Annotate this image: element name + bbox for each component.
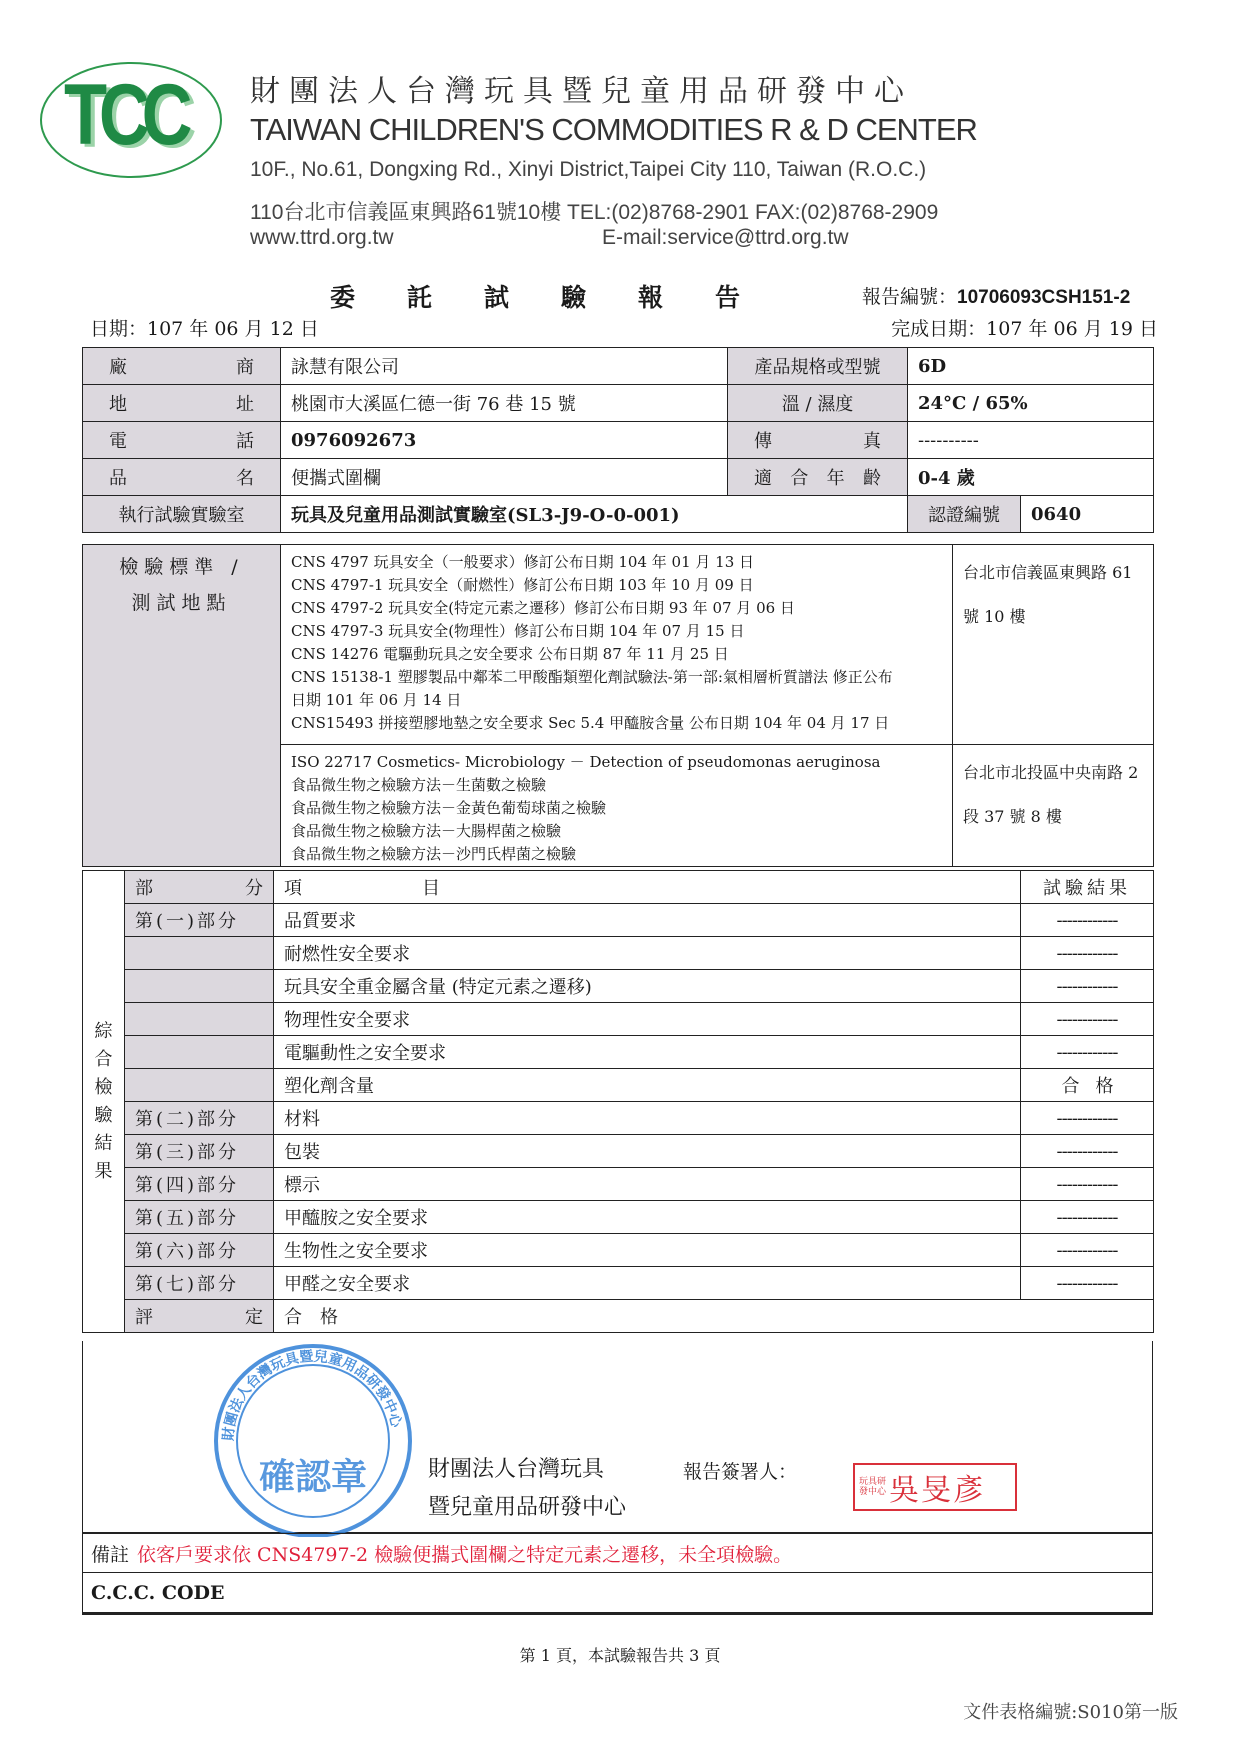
item-cell: 包裝 bbox=[274, 1135, 1021, 1168]
result-cell: ------------ bbox=[1021, 1168, 1154, 1201]
temp-humidity: 24°C / 65% bbox=[908, 385, 1154, 422]
part-cell: 第(六)部分 bbox=[125, 1234, 274, 1267]
confirmation-stamp bbox=[213, 1337, 413, 1537]
side-label-text: 綜合檢驗結果 bbox=[94, 1020, 113, 1182]
verdict-value: 合 格 bbox=[274, 1300, 1154, 1333]
address-en: 10F., No.61, Dongxing Rd., Xinyi District,Taipei City 110, Taiwan (R.O.C.) bbox=[250, 158, 927, 181]
standard-line: CNS 4797-2 玩具安全(特定元素之遷移）修訂公布日期 93 年 07 月 06 日 bbox=[291, 599, 795, 617]
location-line: 號 10 樓 bbox=[963, 607, 1026, 626]
address-label: 地址 bbox=[83, 385, 281, 422]
standard-line: CNS 15138-1 塑膠製品中鄰苯二甲酸酯類塑化劑試驗法-第一部:氣相層析質譜法 修正公布 bbox=[291, 668, 893, 686]
completion-date: 完成日期：107 年 06 月 19 日 bbox=[891, 318, 1158, 340]
standard-line: 日期 101 年 06 月 14 日 bbox=[291, 691, 462, 709]
standards-group-2 bbox=[281, 745, 953, 867]
cert-number: 0640 bbox=[1021, 496, 1154, 533]
result-cell: ------------ bbox=[1021, 1267, 1154, 1300]
part-cell bbox=[125, 970, 274, 1003]
standards-group-1 bbox=[281, 545, 953, 745]
org-line-1: 財團法人台灣玩具 bbox=[428, 1457, 605, 1482]
report-number-value: 10706093CSH151-2 bbox=[957, 287, 1131, 308]
cert-label: 認證編號 bbox=[908, 496, 1021, 533]
part-cell bbox=[125, 937, 274, 970]
report-title: 委託試驗報告 bbox=[330, 283, 793, 312]
item-cell: 品質要求 bbox=[274, 904, 1021, 937]
product-label: 品名 bbox=[83, 459, 281, 496]
phone-label: 電話 bbox=[83, 422, 281, 459]
seal-name: 吳旻彥 bbox=[889, 1473, 985, 1508]
item-cell: 玩具安全重金屬含量 (特定元素之遷移) bbox=[274, 970, 1021, 1003]
info-table bbox=[82, 347, 1154, 533]
col-item-text: 項目 bbox=[284, 878, 560, 899]
item-cell: 電驅動性之安全要求 bbox=[274, 1036, 1021, 1069]
page-number: 第 1 頁，本試驗報告共 3 頁 bbox=[519, 1646, 721, 1665]
address: 桃園市大溪區仁德一街 76 巷 15 號 bbox=[281, 385, 728, 422]
ccc-code: C.C.C. CODE bbox=[82, 1573, 1153, 1615]
result-cell: ------------ bbox=[1021, 1201, 1154, 1234]
website: www.ttrd.org.tw bbox=[250, 226, 394, 249]
vendor-label: 廠商 bbox=[83, 348, 281, 385]
product-name: 便攜式圍欄 bbox=[281, 459, 728, 496]
result-row bbox=[83, 904, 1154, 937]
part-cell: 第(一)部分 bbox=[125, 904, 274, 937]
standards-label bbox=[83, 545, 281, 867]
lab-name: 玩具及兒童用品測試實驗室(SL3-J9-O-0-001) bbox=[281, 496, 908, 533]
fax-label: 傳真 bbox=[728, 422, 908, 459]
item-cell: 材料 bbox=[274, 1102, 1021, 1135]
item-cell: 甲醯胺之安全要求 bbox=[274, 1201, 1021, 1234]
result-cell: ------------ bbox=[1021, 937, 1154, 970]
result-row bbox=[83, 970, 1154, 1003]
signer-label: 報告簽署人： bbox=[683, 1461, 798, 1483]
report-number bbox=[862, 282, 1130, 309]
age-label: 適合年齡 bbox=[728, 459, 908, 496]
result-row bbox=[83, 1102, 1154, 1135]
result-row bbox=[83, 1003, 1154, 1036]
result-cell: ------------ bbox=[1021, 904, 1154, 937]
fax: ---------- bbox=[908, 422, 1154, 459]
standard-line: 食品微生物之檢驗方法－金黃色葡萄球菌之檢驗 bbox=[291, 799, 607, 817]
result-cell: ------------ bbox=[1021, 1234, 1154, 1267]
signer-seal bbox=[853, 1463, 1017, 1511]
standard-line: CNS 14276 電驅動玩具之安全要求 公布日期 87 年 11 月 25 日 bbox=[291, 645, 729, 663]
tcc-logo bbox=[40, 62, 222, 178]
item-cell: 生物性之安全要求 bbox=[274, 1234, 1021, 1267]
email: E-mail:service@ttrd.org.tw bbox=[602, 226, 849, 249]
verdict-label: 評定 bbox=[125, 1300, 274, 1333]
result-row bbox=[83, 1135, 1154, 1168]
part-cell: 第(二)部分 bbox=[125, 1102, 274, 1135]
remark-text: 依客戶要求依 CNS4797-2 檢驗便攜式圍欄之特定元素之遷移，未全項檢驗。 bbox=[137, 1543, 793, 1566]
lab-label: 執行試驗實驗室 bbox=[83, 496, 281, 533]
stamp-arc-text: 財團法人台灣玩具暨兒童用品研發中心 bbox=[220, 1348, 404, 1442]
item-cell: 物理性安全要求 bbox=[274, 1003, 1021, 1036]
results-table bbox=[82, 870, 1154, 1333]
summary-side-label bbox=[83, 871, 125, 1333]
report-number-label: 報告編號： bbox=[862, 287, 958, 308]
result-row bbox=[83, 937, 1154, 970]
result-cell: ------------ bbox=[1021, 1135, 1154, 1168]
part-cell bbox=[125, 1036, 274, 1069]
part-cell: 第(五)部分 bbox=[125, 1201, 274, 1234]
location-line: 段 37 號 8 樓 bbox=[963, 807, 1062, 826]
part-cell: 第(七)部分 bbox=[125, 1267, 274, 1300]
item-cell: 塑化劑含量 bbox=[274, 1069, 1021, 1102]
org-line-2: 暨兒童用品研發中心 bbox=[428, 1495, 627, 1520]
result-row bbox=[83, 1267, 1154, 1300]
age-range: 0-4 歲 bbox=[908, 459, 1154, 496]
part-cell bbox=[125, 1069, 274, 1102]
model: 6D bbox=[908, 348, 1154, 385]
verdict-row bbox=[83, 1300, 1154, 1333]
stamp-center-text: 確認章 bbox=[258, 1456, 368, 1498]
result-cell: ------------ bbox=[1021, 1003, 1154, 1036]
standard-line: CNS 4797-1 玩具安全（耐燃性）修訂公布日期 103 年 10 月 09 日 bbox=[291, 576, 754, 594]
standards-label-2: 測試地點 bbox=[131, 592, 232, 614]
result-cell: ------------ bbox=[1021, 1036, 1154, 1069]
remark-row bbox=[82, 1533, 1153, 1573]
item-cell: 耐燃性安全要求 bbox=[274, 937, 1021, 970]
result-cell: 合 格 bbox=[1021, 1069, 1154, 1102]
item-cell: 標示 bbox=[274, 1168, 1021, 1201]
result-cell: ------------ bbox=[1021, 1102, 1154, 1135]
result-row bbox=[83, 1234, 1154, 1267]
signature-area bbox=[82, 1341, 1153, 1533]
part-cell: 第(四)部分 bbox=[125, 1168, 274, 1201]
location-line: 台北市北投區中央南路 2 bbox=[963, 763, 1139, 782]
org-name-zh: 財團法人台灣玩具暨兒童用品研發中心 bbox=[250, 74, 913, 109]
standard-line: 食品微生物之檢驗方法－生菌數之檢驗 bbox=[291, 776, 547, 794]
standards-label-1: 檢驗標準 / bbox=[119, 556, 244, 578]
report-date: 日期：107 年 06 月 12 日 bbox=[90, 318, 319, 340]
location-line: 台北市信義區東興路 61 bbox=[963, 563, 1133, 582]
form-code: 文件表格編號:S010第一版 bbox=[963, 1702, 1178, 1723]
remark-label: 備註 bbox=[91, 1543, 130, 1566]
standard-line: 食品微生物之檢驗方法－大腸桿菌之檢驗 bbox=[291, 822, 562, 840]
result-cell: ------------ bbox=[1021, 970, 1154, 1003]
col-part: 部分 bbox=[125, 871, 274, 904]
address-zh: 110台北市信義區東興路61號10樓 TEL:(02)8768-2901 FAX:(02)8768-2909 bbox=[250, 201, 939, 224]
logo-text: TCC bbox=[64, 67, 185, 163]
part-cell bbox=[125, 1003, 274, 1036]
result-row bbox=[83, 1201, 1154, 1234]
svg-text:財團法人台灣玩具暨兒童用品研發中心 bbox=[220, 1348, 405, 1442]
org-signature bbox=[428, 1451, 626, 1527]
result-row bbox=[83, 1168, 1154, 1201]
standard-line: CNS15493 拼接塑膠地墊之安全要求 Sec 5.4 甲醯胺含量 公布日期 104 年 04 月 17 日 bbox=[291, 714, 890, 732]
standard-line: CNS 4797-3 玩具安全(物理性）修訂公布日期 104 年 07 月 15 日 bbox=[291, 622, 745, 640]
part-cell: 第(三)部分 bbox=[125, 1135, 274, 1168]
standards-table bbox=[82, 544, 1154, 867]
standard-line: 食品微生物之檢驗方法－沙門氏桿菌之檢驗 bbox=[291, 845, 577, 863]
result-row bbox=[83, 1036, 1154, 1069]
test-location-1 bbox=[953, 545, 1154, 745]
standard-line: CNS 4797 玩具安全（一般要求）修訂公布日期 104 年 01 月 13 日 bbox=[291, 553, 755, 571]
seal-small-text: 玩具研發中心 bbox=[859, 1477, 887, 1497]
test-location-2 bbox=[953, 745, 1154, 867]
result-row bbox=[83, 1069, 1154, 1102]
col-result: 試驗結果 bbox=[1021, 871, 1154, 904]
standard-line: ISO 22717 Cosmetics- Microbiology － Detection of pseudomonas aeruginosa bbox=[291, 753, 881, 771]
vendor: 詠慧有限公司 bbox=[281, 348, 728, 385]
phone: 0976092673 bbox=[281, 422, 728, 459]
org-name-en: TAIWAN CHILDREN'S COMMODITIES R & D CENTER bbox=[250, 112, 977, 147]
model-label: 產品規格或型號 bbox=[728, 348, 908, 385]
temp-label: 溫 / 濕度 bbox=[728, 385, 908, 422]
item-cell: 甲醛之安全要求 bbox=[274, 1267, 1021, 1300]
col-item bbox=[274, 871, 1021, 904]
